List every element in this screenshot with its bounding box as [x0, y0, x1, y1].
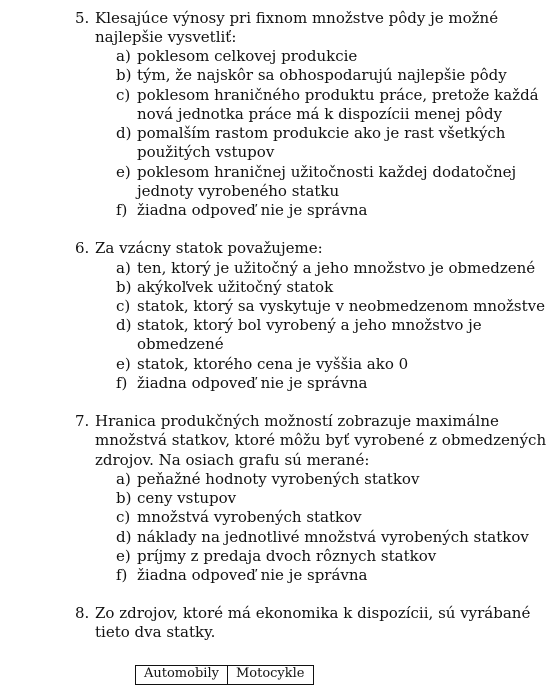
question-text: Klesajúce výnosy pri fixnom množstve pôdy je možné — [95, 9, 499, 27]
table-header-row — [136, 666, 314, 685]
option-text: žiadna odpoveď nie je správna — [137, 201, 368, 219]
question-text: zdrojov. Na osiach grafu sú merané: — [95, 451, 370, 469]
option-text: peňažné hodnoty vyrobených statkov — [137, 470, 420, 488]
option-text: akýkoľvek užitočný statok — [137, 278, 334, 296]
option-letter: d) — [116, 316, 132, 334]
option-text: jednoty vyrobeného statku — [137, 182, 340, 200]
option-text: ten, ktorý je užitočný a jeho množstvo je obmedzené — [137, 259, 536, 277]
question-text: množstvá statkov, ktoré môžu byť vyrobené z obmedzených — [95, 431, 547, 449]
option-letter: f) — [116, 374, 128, 392]
option-text: ceny vstupov — [137, 489, 237, 507]
option-text: poklesom celkovej produkcie — [137, 47, 358, 65]
option-text: poklesom hraničnej užitočnosti každej dodatočnej — [137, 163, 517, 181]
option-text: príjmy z predaja dvoch rôznych statkov — [137, 547, 437, 565]
question-text: Zo zdrojov, ktoré má ekonomika k dispozícii, sú vyrábané — [95, 604, 531, 622]
question-number: 5. — [75, 9, 90, 27]
option-text: pomalším rastom produkcie ako je rast všetkých — [137, 124, 506, 142]
question-text: Za vzácny statok považujeme: — [95, 239, 323, 257]
option-text: nová jednotka práce má k dispozícii menej pôdy — [137, 105, 503, 123]
question-number: 8. — [75, 604, 90, 622]
option-text: množstvá vyrobených statkov — [137, 508, 362, 526]
option-letter: c) — [116, 297, 131, 315]
option-letter: e) — [116, 355, 131, 373]
question-text: tieto dva statky. — [95, 623, 216, 641]
option-text: statok, ktorý sa vyskytuje v neobmedzenom množstve — [137, 297, 545, 315]
option-letter: f) — [116, 566, 128, 584]
option-letter: d) — [116, 124, 132, 142]
option-text: obmedzené — [137, 335, 224, 353]
table-header-motocykle: Motocykle — [227, 666, 313, 685]
option-letter: e) — [116, 547, 131, 565]
option-text: statok, ktorého cena je vyššia ako 0 — [137, 355, 409, 373]
option-letter: c) — [116, 86, 131, 104]
option-text: žiadna odpoveď nie je správna — [137, 374, 368, 392]
option-letter: a) — [116, 259, 131, 277]
option-text: tým, že najskôr sa obhospodarujú najlepšie pôdy — [137, 66, 507, 84]
question-text: Hranica produkčných možností zobrazuje maximálne — [95, 412, 499, 430]
option-text: statok, ktorý bol vyrobený a jeho množstvo je — [137, 316, 482, 334]
option-text: žiadna odpoveď nie je správna — [137, 566, 368, 584]
option-letter: b) — [116, 278, 132, 296]
option-letter: b) — [116, 66, 132, 84]
option-text: náklady na jednotlivé množstvá vyrobených statkov — [137, 528, 529, 546]
question-text: najlepšie vysvetliť: — [95, 28, 237, 46]
option-letter: c) — [116, 508, 131, 526]
production-table — [135, 665, 314, 685]
question-number: 6. — [75, 239, 90, 257]
option-letter: a) — [116, 470, 131, 488]
option-text: poklesom hraničného produktu práce, pretože každá — [137, 86, 539, 104]
option-letter: e) — [116, 163, 131, 181]
option-letter: d) — [116, 528, 132, 546]
option-letter: b) — [116, 489, 132, 507]
table-header-automobily: Automobily — [136, 666, 228, 685]
option-letter: a) — [116, 47, 131, 65]
option-letter: f) — [116, 201, 128, 219]
option-text: použitých vstupov — [137, 143, 275, 161]
question-number: 7. — [75, 412, 90, 430]
